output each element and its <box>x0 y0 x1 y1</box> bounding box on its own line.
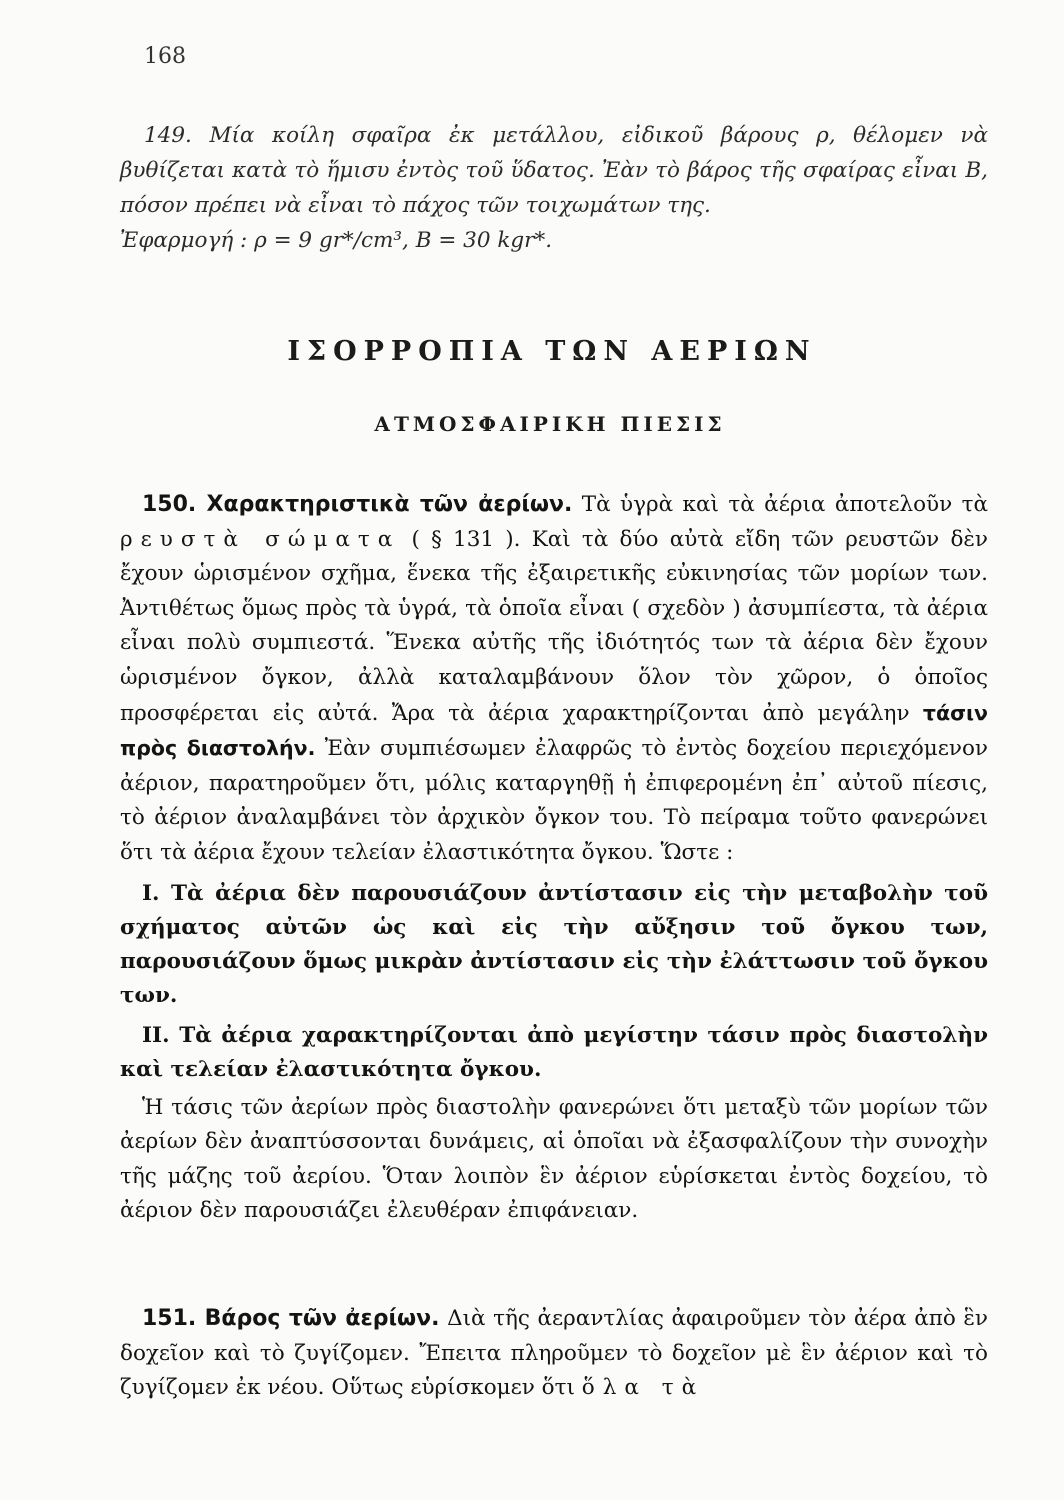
problem-application: Ἐφαρμογή : ρ = 9 gr*/cm³, Β = 30 kgr*. <box>120 228 553 253</box>
section-150 <box>120 488 988 1229</box>
rule-1: I. Τὰ ἀέρια δὲν παρουσιάζουν ἀντίστασιν εἰς τὴν μεταβολὴν τοῦ σχήματος αὐτῶν ὡς καὶ εἰς τὴν αὔξησιν τοῦ ὄγκου των, παρουσιάζουν ὅμως μικρὰν ἀντίστασιν εἰς τὴν ἐλάττωσιν τοῦ ὄγκου των. <box>120 880 988 1008</box>
chapter-heading: ΙΣΟΡΡΟΠΙΑ ΤΩΝ ΑΕΡΙΩΝ <box>287 336 817 367</box>
section-151-text: Διὰ τῆς ἀεραντλίας ἀφαιροῦμεν τὸν ἀέρα ἀπὸ ἓν δοχεῖον καὶ τὸ ζυγίζομεν. Ἔπειτα πληροῦμεν τὸ δοχεῖον μὲ ἓν ἀέριον καὶ τὸ ζυγίζομεν ἐκ νέου. Οὕτως εὑρίσκομεν ὅτι <box>120 1306 988 1401</box>
section-150-text-a: Τὰ ὑγρὰ καὶ τὰ ἀέρια ἀποτελοῦν τὰ <box>572 492 988 517</box>
section-151-title: 151. Βάρος τῶν ἀερίων. <box>142 1306 440 1331</box>
rule-2: II. Τὰ ἀέρια χαρακτηρίζονται ἀπὸ μεγίστην τάσιν πρὸς διαστολὴν καὶ τελείαν ἐλαστικότητα ὄγκου. <box>120 1022 988 1082</box>
problem-text: 149. Μία κοίλη σφαῖρα ἐκ μετάλλου, εἰδικοῦ βάρους ρ, θέλομεν νὰ βυθίζεται κατὰ τὸ ἥμισυ ἐντὸς τοῦ ὕδατος. Ἐὰν τὸ βάρος τῆς σφαίρας εἶναι Β, πόσον πρέπει νὰ εἶναι τὸ πάχος τῶν τοιχωμάτων της. <box>120 123 988 218</box>
section-150-paragraph <box>120 488 988 871</box>
section-151 <box>120 1302 988 1406</box>
section-150-text-b: ( § 131 ). Καὶ τὰ δύο αὐτὰ εἴδη τῶν ρευστῶν δὲν ἔχουν ὡρισμένον σχῆμα, ἕνεκα τῆς ἐξαιρετικῆς εὐκινησίας τῶν μορίων των. Ἀντιθέτως ὅμως πρὸς τὰ ὑγρά, τὰ ὁποῖα εἶναι ( σχεδὸν ) ἀσυμπίεστα, τὰ ἀέρια εἶναι πολὺ συμπιεστά. Ἕνεκα αὐτῆς τῆς ἰδιότητός των τὰ ἀέρια δὲν ἔχουν ὡρισμένον ὄγκον, ἀλλὰ καταλαμβάνουν ὅλον τὸν χῶρον, ὁ ὁποῖος προσφέρεται εἰς αὐτά. Ἄρα τὰ ἀέρια χαρακτηρίζονται ἀπὸ μεγάλην <box>120 526 988 726</box>
section-151-spaced-term: ὅλα τὰ <box>581 1375 705 1401</box>
problem-149 <box>120 118 988 258</box>
section-151-paragraph <box>120 1302 988 1406</box>
page-number: 168 <box>144 44 186 69</box>
section-150-spaced-term: ρευστὰ σώματα <box>120 526 401 552</box>
section-150-note: Ἡ τάσις τῶν ἀερίων πρὸς διαστολὴν φανερώνει ὅτι μεταξὺ τῶν μορίων τῶν ἀερίων δὲν ἀναπτύσσονται δυνάμεις, αἱ ὁποῖαι νὰ ἐξασφαλίζουν τὴν συνοχὴν τῆς μάζης τοῦ ἀερίου. Ὅταν λοιπὸν ἓν ἀέριον εὑρίσκεται ἐντὸς δοχείου, τὸ ἀέριον δὲν παρουσιάζει ἐλευθέραν ἐπιφάνειαν. <box>120 1094 988 1224</box>
section-150-text-c: Ἐὰν συμπιέσωμεν ἐλαφρῶς τὸ ἐντὸς δοχείου περιεχόμενον ἀέριον, παρατηροῦμεν ὅτι, μόλις καταργηθῇ ἡ ἐπιφερομένη ἐπ᾽ αὐτοῦ πίεσις, τὸ ἀέριον ἀναλαμβάνει τὸν ἀρχικὸν ὄγκον του. Τὸ πείραμα τοῦτο φανερώνει ὅτι τὰ ἀέρια ἔχουν τελείαν ἐλαστικότητα ὄγκου. Ὥστε : <box>120 736 988 865</box>
chapter-subheading: ΑΤΜΟΣΦΑΙΡΙΚΗ ΠΙΕΣΙΣ <box>374 412 726 436</box>
section-150-bold-term: τάσιν πρὸς διαστολήν. <box>120 700 988 761</box>
section-150-title: 150. Χαρακτηριστικὰ τῶν ἀερίων. <box>142 492 573 517</box>
